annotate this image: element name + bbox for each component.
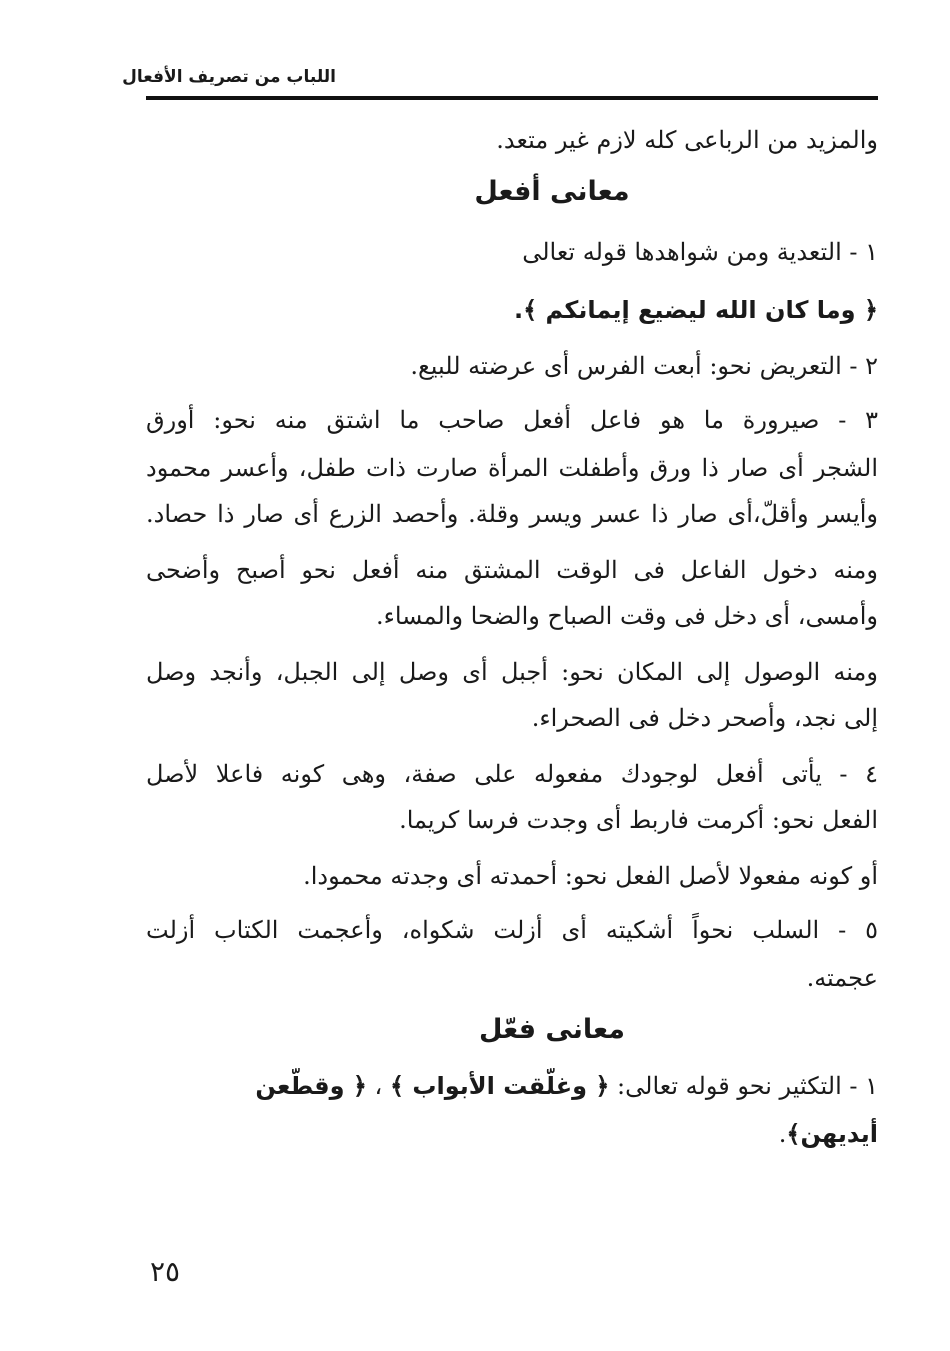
text-line-6: الشجر أى صار ذا ورق وأطفلت المرأة صارت ذات طفل، وأعسر محمود <box>146 454 878 482</box>
verse-separator: ، <box>366 1072 390 1100</box>
quran-verse-2: ﴿ وغلّقت الأبواب ﴾ <box>389 1072 610 1100</box>
text-line-18 <box>146 1116 878 1152</box>
text-line-10: ومنه الوصول إلى المكان نحو: أجبل أى وصل إلى الجبل، وأنجد وصل <box>146 658 878 686</box>
text-line-17 <box>146 1068 878 1104</box>
header-rule <box>146 96 878 100</box>
text-line-1: والمزيد من الرباعى كله لازم غير متعد. <box>496 126 878 154</box>
text-line-17-plain: ١ - التكثير نحو قوله تعالى: <box>609 1072 878 1100</box>
text-line-2: ١ - التعدية ومن شواهدها قوله تعالى <box>522 238 878 266</box>
text-line-11: إلى نجد، وأصحر دخل فى الصحراء. <box>531 704 878 732</box>
section-heading-faal: معانى فعّل <box>479 1014 625 1045</box>
text-line-18-end: . <box>778 1120 787 1148</box>
text-line-16: عجمته. <box>806 964 878 992</box>
text-line-14: أو كونه مفعولا لأصل الفعل نحو: أحمدته أى وجدته محمودا. <box>303 862 878 890</box>
running-header-title: اللباب من تصريف الأفعال <box>122 67 336 87</box>
text-line-4: ٢ - التعريض نحو: أبعت الفرس أى عرضته للبيع. <box>410 352 878 380</box>
text-line-12: ٤ - يأتى أفعل لوجودك مفعوله على صفة، وهى كونه فاعلا لأصل <box>146 760 878 788</box>
text-line-7: وأيسر وأقلّ،أى صار ذا عسر ويسر وقلة. وأحصد الزرع أى صار ذا حصاد. <box>146 500 878 528</box>
text-line-5: ٣ - صيرورة ما هو فاعل أفعل صاحب ما اشتق منه نحو: أورق <box>146 406 878 434</box>
page-number: ٢٥ <box>150 1255 181 1288</box>
quran-verse-3-end: أيديهن﴾ <box>786 1120 878 1148</box>
section-heading-afal: معانى أفعل <box>474 176 630 207</box>
quran-verse-3-start: ﴿ وقطّعن <box>255 1072 367 1100</box>
text-line-13: الفعل نحو: أكرمت فاربط أى وجدت فرسا كريما. <box>399 806 878 834</box>
quran-verse-1: ﴿ وما كان الله ليضيع إيمانكم ﴾. <box>514 296 878 324</box>
text-line-15: ٥ - السلب نحواً أشكيته أى أزلت شكواه، وأعجمت الكتاب أزلت <box>146 916 878 944</box>
text-line-9: وأمسى، أى دخل فى وقت الصباح والضحا والمساء. <box>375 602 878 630</box>
text-line-8: ومنه دخول الفاعل فى الوقت المشتق منه أفعل نحو أصبح وأضحى <box>146 556 878 584</box>
